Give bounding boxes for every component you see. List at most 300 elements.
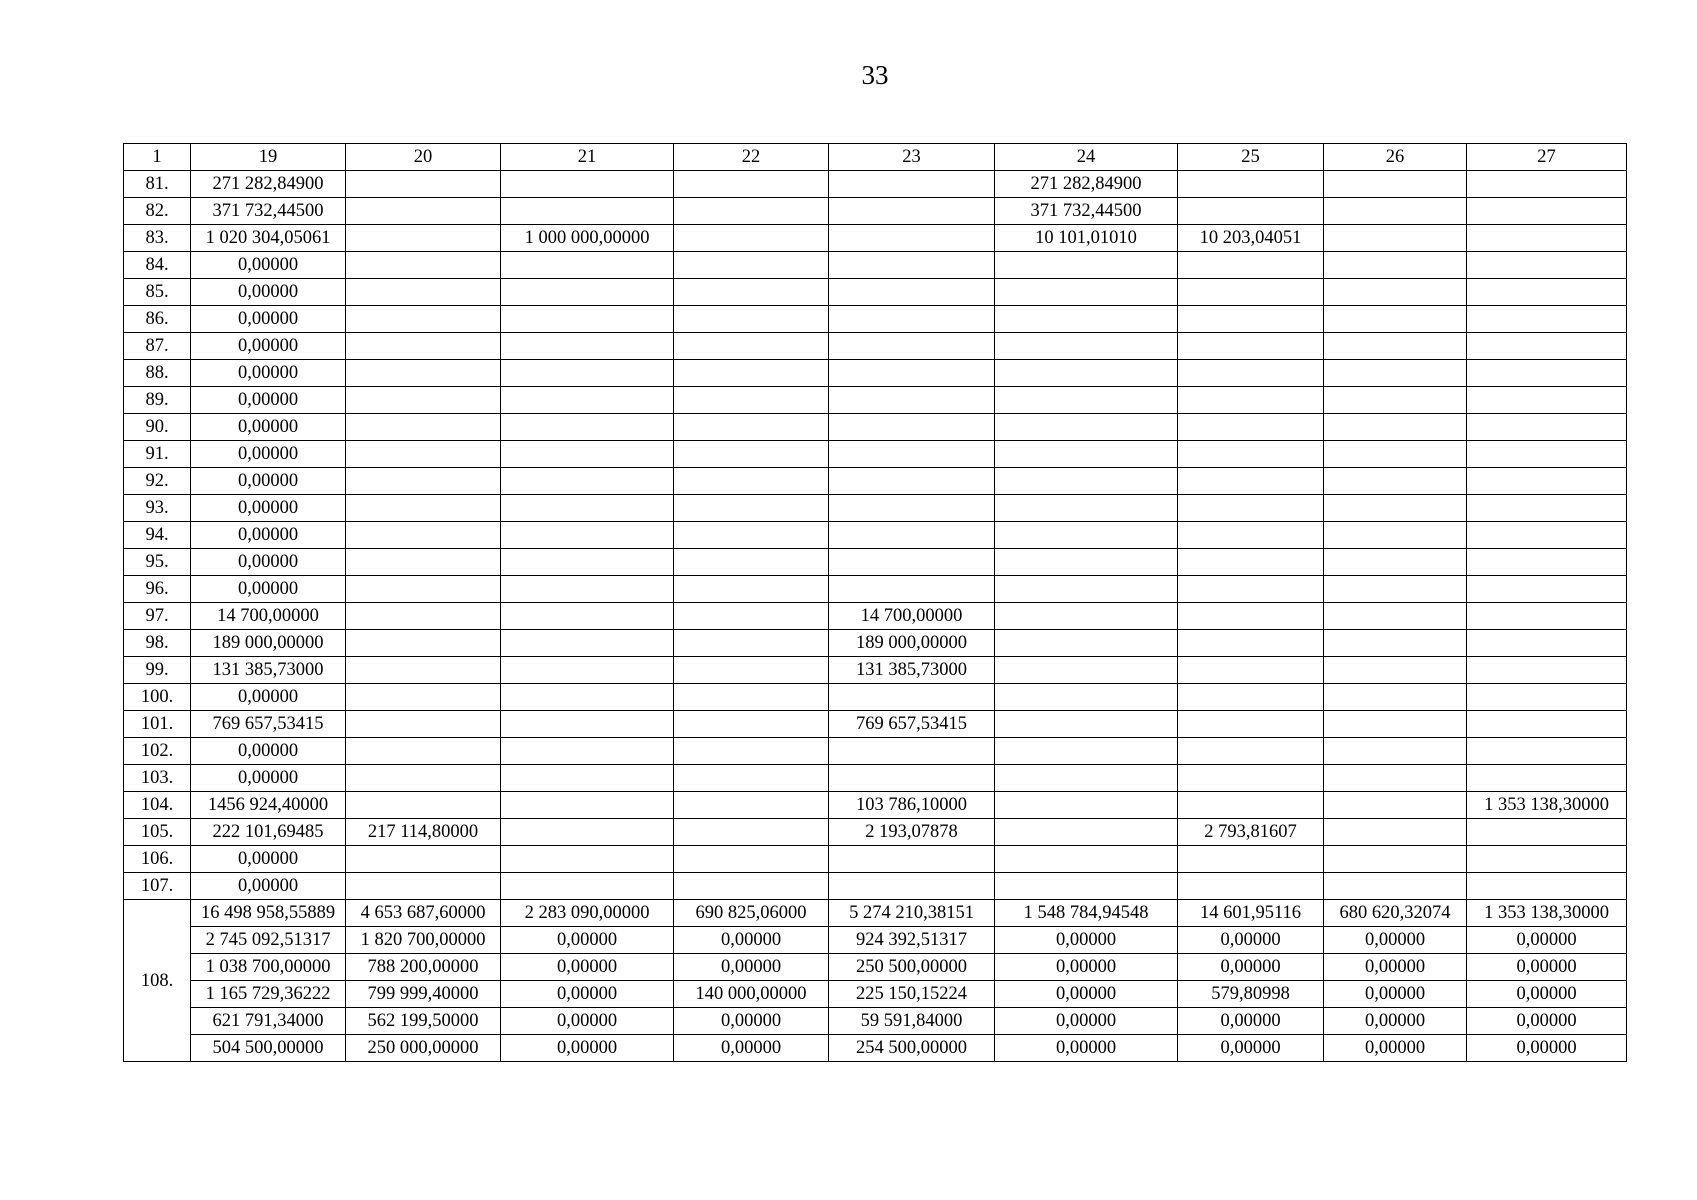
table-cell <box>1467 576 1627 603</box>
table-cell <box>674 333 829 360</box>
row-number: 104. <box>124 792 191 819</box>
table-cell: 0,00000 <box>501 954 674 981</box>
table-cell <box>346 522 501 549</box>
table-cell <box>501 387 674 414</box>
table-cell <box>995 603 1178 630</box>
table-cell <box>674 522 829 549</box>
table-cell: 0,00000 <box>1324 1035 1467 1062</box>
row-number: 107. <box>124 873 191 900</box>
table-row <box>124 792 1627 819</box>
table-cell: 140 000,00000 <box>674 981 829 1008</box>
column-header: 24 <box>995 144 1178 171</box>
table-cell: 0,00000 <box>1178 1008 1324 1035</box>
table-cell: 0,00000 <box>191 468 346 495</box>
table-cell <box>1467 873 1627 900</box>
table-cell: 250 000,00000 <box>346 1035 501 1062</box>
table-cell: 0,00000 <box>1467 1008 1627 1035</box>
table-cell <box>1324 603 1467 630</box>
table-cell <box>674 738 829 765</box>
table-cell <box>995 576 1178 603</box>
table-cell <box>674 684 829 711</box>
table-cell <box>1178 738 1324 765</box>
table-cell: 271 282,84900 <box>995 171 1178 198</box>
row-number: 97. <box>124 603 191 630</box>
table-cell <box>674 603 829 630</box>
table-cell: 1 038 700,00000 <box>191 954 346 981</box>
table-cell <box>674 792 829 819</box>
table-cell <box>1324 576 1467 603</box>
table-cell <box>995 279 1178 306</box>
table-cell <box>829 765 995 792</box>
table-cell: 0,00000 <box>1178 954 1324 981</box>
table-row <box>124 603 1627 630</box>
table-cell <box>346 630 501 657</box>
table-cell: 217 114,80000 <box>346 819 501 846</box>
table-cell <box>1467 360 1627 387</box>
table-cell: 271 282,84900 <box>191 171 346 198</box>
column-header: 26 <box>1324 144 1467 171</box>
table-cell <box>501 765 674 792</box>
table-cell: 924 392,51317 <box>829 927 995 954</box>
table-cell <box>829 495 995 522</box>
table-cell: 0,00000 <box>1324 954 1467 981</box>
table-cell <box>995 792 1178 819</box>
table-cell <box>829 414 995 441</box>
table-cell: 131 385,73000 <box>191 657 346 684</box>
table-cell: 579,80998 <box>1178 981 1324 1008</box>
table-row <box>124 846 1627 873</box>
table-cell <box>1178 711 1324 738</box>
total-row <box>124 900 1627 927</box>
table-cell: 2 793,81607 <box>1178 819 1324 846</box>
row-number: 96. <box>124 576 191 603</box>
table-cell <box>346 792 501 819</box>
table-cell: 0,00000 <box>191 441 346 468</box>
row-number: 98. <box>124 630 191 657</box>
table-cell: 0,00000 <box>501 1035 674 1062</box>
table-cell <box>829 225 995 252</box>
table-cell <box>1324 738 1467 765</box>
table-cell <box>995 468 1178 495</box>
table-cell <box>829 468 995 495</box>
table-cell: 0,00000 <box>191 252 346 279</box>
table-cell <box>501 792 674 819</box>
table-row <box>124 414 1627 441</box>
table-cell: 0,00000 <box>191 495 346 522</box>
table-cell <box>674 549 829 576</box>
column-header: 23 <box>829 144 995 171</box>
table-cell <box>1178 576 1324 603</box>
table-cell: 4 653 687,60000 <box>346 900 501 927</box>
row-number: 93. <box>124 495 191 522</box>
table-cell <box>501 306 674 333</box>
table-cell <box>674 279 829 306</box>
table-cell: 2 193,07878 <box>829 819 995 846</box>
table-body <box>124 144 1627 1062</box>
table-cell <box>829 306 995 333</box>
table-cell <box>501 657 674 684</box>
table-cell <box>501 873 674 900</box>
table-cell: 0,00000 <box>191 414 346 441</box>
total-row <box>124 954 1627 981</box>
total-row <box>124 981 1627 1008</box>
row-number: 106. <box>124 846 191 873</box>
table-cell <box>1178 873 1324 900</box>
table-row <box>124 873 1627 900</box>
table-cell <box>346 198 501 225</box>
table-cell: 0,00000 <box>674 954 829 981</box>
table-cell: 0,00000 <box>501 981 674 1008</box>
table-cell <box>995 657 1178 684</box>
table-cell <box>1178 495 1324 522</box>
table-cell: 0,00000 <box>674 1035 829 1062</box>
data-table <box>123 143 1627 1062</box>
table-cell <box>1467 846 1627 873</box>
table-cell <box>995 765 1178 792</box>
total-row <box>124 1008 1627 1035</box>
column-header: 1 <box>124 144 191 171</box>
table-cell <box>1178 792 1324 819</box>
table-cell <box>1178 387 1324 414</box>
table-cell <box>346 306 501 333</box>
table-cell: 0,00000 <box>1467 981 1627 1008</box>
table-cell <box>674 387 829 414</box>
table-cell: 0,00000 <box>191 765 346 792</box>
table-cell <box>674 171 829 198</box>
table-cell <box>995 360 1178 387</box>
table-cell: 16 498 958,55889 <box>191 900 346 927</box>
table-cell <box>1467 738 1627 765</box>
table-cell <box>1467 333 1627 360</box>
table-cell: 0,00000 <box>1467 927 1627 954</box>
row-number: 85. <box>124 279 191 306</box>
table-cell <box>1178 414 1324 441</box>
table-cell <box>1467 495 1627 522</box>
table-cell <box>995 441 1178 468</box>
table-cell <box>346 549 501 576</box>
table-cell <box>501 360 674 387</box>
table-cell <box>674 198 829 225</box>
table-cell <box>1324 252 1467 279</box>
table-cell <box>829 333 995 360</box>
table-cell <box>995 495 1178 522</box>
row-number: 103. <box>124 765 191 792</box>
table-cell <box>829 549 995 576</box>
table-cell: 14 700,00000 <box>191 603 346 630</box>
table-cell: 0,00000 <box>191 576 346 603</box>
table-cell <box>829 171 995 198</box>
table-cell <box>1467 711 1627 738</box>
table-cell <box>1324 684 1467 711</box>
table-row <box>124 252 1627 279</box>
table-row <box>124 549 1627 576</box>
table-cell <box>1467 603 1627 630</box>
table-cell: 0,00000 <box>674 927 829 954</box>
table-cell <box>995 738 1178 765</box>
table-cell: 14 601,95116 <box>1178 900 1324 927</box>
table-cell <box>1324 225 1467 252</box>
table-cell <box>1324 495 1467 522</box>
table-cell <box>1467 657 1627 684</box>
table-row <box>124 468 1627 495</box>
table-cell: 131 385,73000 <box>829 657 995 684</box>
table-cell <box>1467 522 1627 549</box>
column-header: 19 <box>191 144 346 171</box>
table-cell: 769 657,53415 <box>829 711 995 738</box>
row-number: 86. <box>124 306 191 333</box>
table-cell <box>1467 387 1627 414</box>
table-cell <box>995 711 1178 738</box>
table-row <box>124 171 1627 198</box>
table-cell <box>1467 414 1627 441</box>
table-cell: 0,00000 <box>674 1008 829 1035</box>
table-cell: 1 353 138,30000 <box>1467 900 1627 927</box>
table-row <box>124 684 1627 711</box>
table-cell <box>1324 630 1467 657</box>
table-cell: 0,00000 <box>191 738 346 765</box>
table-cell <box>501 441 674 468</box>
row-number: 100. <box>124 684 191 711</box>
table-cell: 0,00000 <box>1324 981 1467 1008</box>
table-cell: 0,00000 <box>1324 927 1467 954</box>
table-cell <box>995 819 1178 846</box>
table-cell <box>995 873 1178 900</box>
table-cell <box>1467 684 1627 711</box>
table-cell <box>501 495 674 522</box>
table-row <box>124 279 1627 306</box>
table-cell: 2 745 092,51317 <box>191 927 346 954</box>
table-cell <box>829 441 995 468</box>
table-cell: 0,00000 <box>1178 927 1324 954</box>
table-cell: 0,00000 <box>501 927 674 954</box>
table-cell <box>829 522 995 549</box>
row-number: 89. <box>124 387 191 414</box>
table-cell: 250 500,00000 <box>829 954 995 981</box>
row-number: 91. <box>124 441 191 468</box>
table-cell <box>1178 252 1324 279</box>
table-cell <box>1178 360 1324 387</box>
row-number: 84. <box>124 252 191 279</box>
table-cell: 0,00000 <box>191 549 346 576</box>
table-cell <box>346 414 501 441</box>
table-cell <box>674 630 829 657</box>
table-cell <box>995 387 1178 414</box>
table-cell <box>501 549 674 576</box>
table-cell: 1 000 000,00000 <box>501 225 674 252</box>
table-row <box>124 387 1627 414</box>
column-header: 22 <box>674 144 829 171</box>
table-cell: 189 000,00000 <box>191 630 346 657</box>
column-header: 27 <box>1467 144 1627 171</box>
table-cell <box>995 333 1178 360</box>
table-cell <box>1178 603 1324 630</box>
table-cell <box>829 576 995 603</box>
table-cell <box>674 765 829 792</box>
table-cell <box>1467 765 1627 792</box>
table-cell <box>829 846 995 873</box>
row-number: 101. <box>124 711 191 738</box>
table-cell: 0,00000 <box>1467 954 1627 981</box>
table-cell <box>1178 306 1324 333</box>
table-cell <box>346 684 501 711</box>
table-cell <box>674 441 829 468</box>
table-cell <box>1467 225 1627 252</box>
table-cell <box>1178 522 1324 549</box>
table-cell: 1 020 304,05061 <box>191 225 346 252</box>
table-cell: 621 791,34000 <box>191 1008 346 1035</box>
total-row <box>124 927 1627 954</box>
row-number: 90. <box>124 414 191 441</box>
table-cell <box>501 522 674 549</box>
table-cell <box>501 846 674 873</box>
table-cell <box>346 252 501 279</box>
table-cell <box>1324 387 1467 414</box>
table-cell: 1 165 729,36222 <box>191 981 346 1008</box>
table-cell <box>995 252 1178 279</box>
table-cell: 562 199,50000 <box>346 1008 501 1035</box>
table-cell <box>1467 171 1627 198</box>
table-cell: 0,00000 <box>191 522 346 549</box>
table-row <box>124 306 1627 333</box>
table-cell: 0,00000 <box>995 927 1178 954</box>
table-cell <box>501 819 674 846</box>
table-cell <box>1467 549 1627 576</box>
table-cell: 0,00000 <box>995 981 1178 1008</box>
table-cell <box>829 360 995 387</box>
table-cell: 690 825,06000 <box>674 900 829 927</box>
table-cell <box>829 198 995 225</box>
row-number: 102. <box>124 738 191 765</box>
table-cell <box>1467 198 1627 225</box>
table-cell <box>674 414 829 441</box>
table-cell <box>1324 306 1467 333</box>
table-cell <box>1324 711 1467 738</box>
table-cell <box>829 684 995 711</box>
table-row <box>124 225 1627 252</box>
table-cell: 10 101,01010 <box>995 225 1178 252</box>
table-cell: 0,00000 <box>191 333 346 360</box>
table-cell <box>501 711 674 738</box>
table-cell: 680 620,32074 <box>1324 900 1467 927</box>
table-cell: 0,00000 <box>1178 1035 1324 1062</box>
table-cell <box>1324 657 1467 684</box>
table-row <box>124 711 1627 738</box>
table-row <box>124 576 1627 603</box>
table-cell <box>501 333 674 360</box>
row-number: 95. <box>124 549 191 576</box>
table-cell <box>1178 468 1324 495</box>
table-cell <box>1467 279 1627 306</box>
table-cell <box>501 279 674 306</box>
table-cell <box>1324 171 1467 198</box>
table-cell <box>995 414 1178 441</box>
table-cell: 1 820 700,00000 <box>346 927 501 954</box>
row-number: 83. <box>124 225 191 252</box>
table-cell: 0,00000 <box>191 873 346 900</box>
table-cell <box>1178 198 1324 225</box>
table-cell: 0,00000 <box>501 1008 674 1035</box>
table-cell <box>1324 549 1467 576</box>
table-cell <box>674 846 829 873</box>
table-cell <box>1178 279 1324 306</box>
table-row <box>124 765 1627 792</box>
table-cell <box>674 306 829 333</box>
table-cell <box>1324 279 1467 306</box>
table-cell: 0,00000 <box>191 306 346 333</box>
table-cell: 1456 924,40000 <box>191 792 346 819</box>
table-cell <box>346 495 501 522</box>
table-cell <box>1467 252 1627 279</box>
table-cell <box>1467 630 1627 657</box>
table-cell <box>1324 765 1467 792</box>
table-row <box>124 360 1627 387</box>
table-cell <box>829 873 995 900</box>
table-cell <box>1467 441 1627 468</box>
table-cell <box>501 171 674 198</box>
table-cell: 222 101,69485 <box>191 819 346 846</box>
table-cell <box>674 576 829 603</box>
table-cell: 103 786,10000 <box>829 792 995 819</box>
total-row <box>124 1035 1627 1062</box>
table-cell <box>1324 198 1467 225</box>
table-row <box>124 441 1627 468</box>
table-cell <box>1324 360 1467 387</box>
table-cell <box>829 387 995 414</box>
table-cell: 0,00000 <box>191 846 346 873</box>
row-number: 88. <box>124 360 191 387</box>
table-cell: 0,00000 <box>191 360 346 387</box>
column-header: 21 <box>501 144 674 171</box>
table-cell <box>1324 819 1467 846</box>
table-cell <box>1324 441 1467 468</box>
table-cell: 225 150,15224 <box>829 981 995 1008</box>
table-cell <box>674 819 829 846</box>
table-cell <box>1324 468 1467 495</box>
table-cell <box>346 657 501 684</box>
table-cell <box>346 468 501 495</box>
row-number: 108. <box>124 900 191 1062</box>
column-header: 20 <box>346 144 501 171</box>
table-cell <box>1324 333 1467 360</box>
table-cell: 0,00000 <box>1324 1008 1467 1035</box>
table-cell <box>674 711 829 738</box>
table-row <box>124 819 1627 846</box>
table-cell <box>674 495 829 522</box>
table-cell <box>501 576 674 603</box>
table-cell: 2 283 090,00000 <box>501 900 674 927</box>
table-cell: 371 732,44500 <box>191 198 346 225</box>
table-cell <box>501 414 674 441</box>
table-cell: 0,00000 <box>1467 1035 1627 1062</box>
table-cell <box>1178 630 1324 657</box>
table-cell <box>346 603 501 630</box>
row-number: 81. <box>124 171 191 198</box>
table-cell <box>501 252 674 279</box>
table-cell <box>501 198 674 225</box>
table-cell: 371 732,44500 <box>995 198 1178 225</box>
table-cell <box>346 171 501 198</box>
table-row <box>124 738 1627 765</box>
table-row <box>124 522 1627 549</box>
table-cell <box>501 468 674 495</box>
row-number: 94. <box>124 522 191 549</box>
table-cell <box>1178 171 1324 198</box>
row-number: 105. <box>124 819 191 846</box>
table-cell <box>346 387 501 414</box>
table-cell <box>346 711 501 738</box>
table-cell <box>346 360 501 387</box>
table-cell <box>346 333 501 360</box>
